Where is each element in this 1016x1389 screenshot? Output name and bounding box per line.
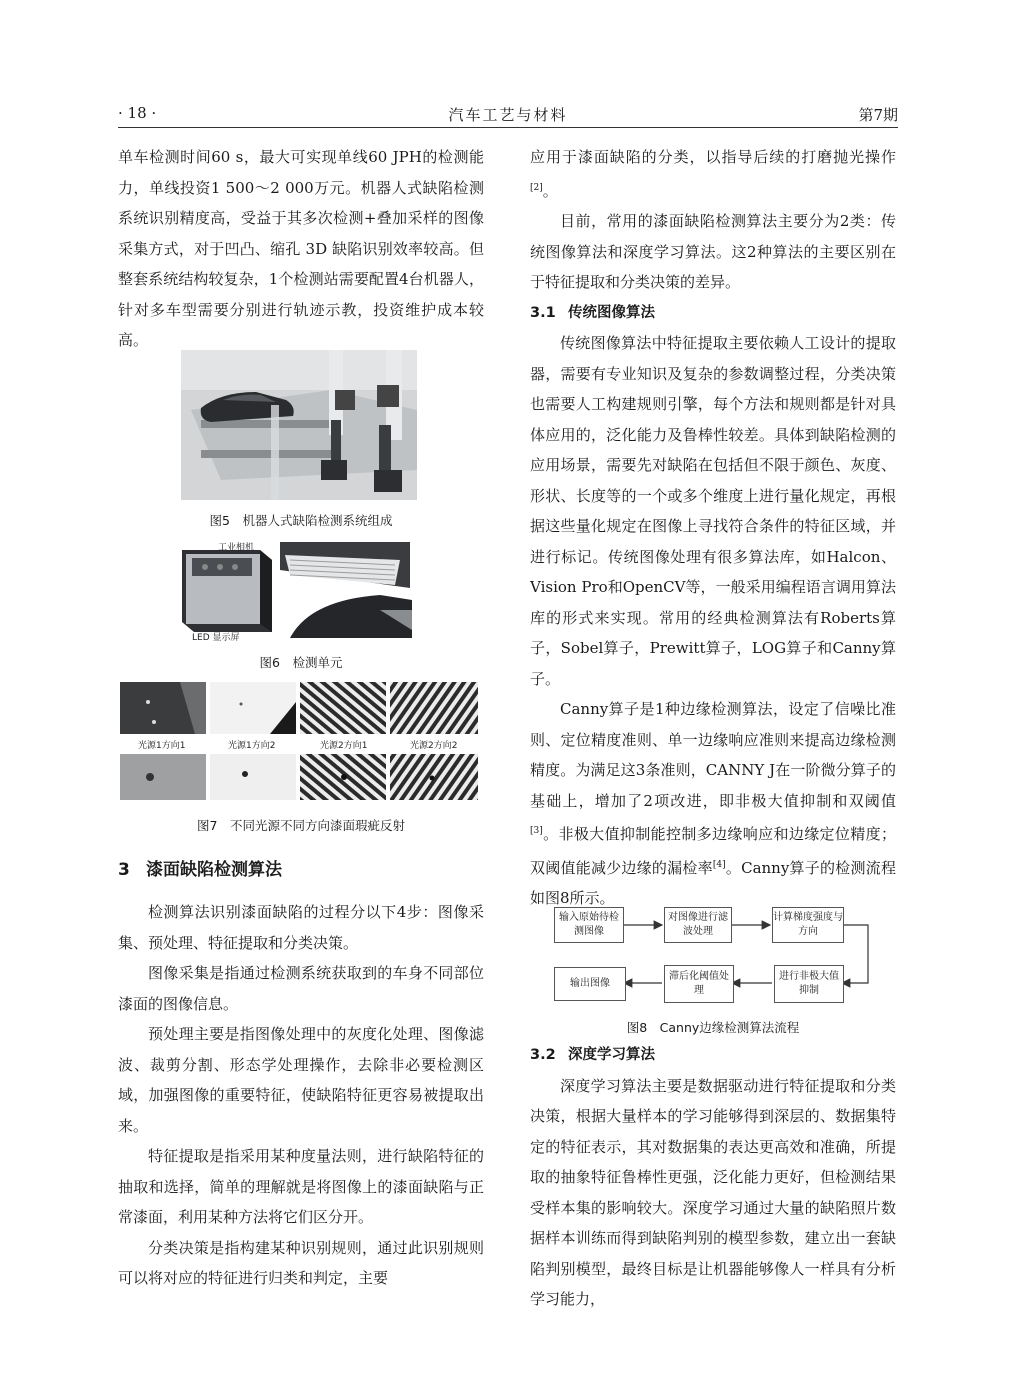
figure-6-caption: 图6 检测单元 [259,655,343,670]
right-paragraph-1 [530,142,896,206]
left-paragraph-2: 检测算法识别漆面缺陷的过程分以下4步：图像采集、预处理、特征提取和分类决策。 [118,903,484,952]
left-column-top [118,142,484,356]
section-3-number: 3 [118,860,130,880]
ref-4: [4] [712,859,726,870]
flow-step-gradient: 计算梯度强度与方向 [772,907,844,943]
subsection-3-1-title: 传统图像算法 [568,304,655,321]
flow-step-hysteresis: 滞后化阈值处理 [664,965,734,1003]
left-paragraph-3: 图像采集是指通过检测系统获取到的车身不同部位漆面的图像信息。 [118,964,484,1013]
header-rule [118,127,898,128]
left-paragraph-5: 特征提取是指采用某种度量法则，进行缺陷特征的抽取和选择，简单的理解就是将图像上的漆面缺陷与正常漆面，利用某种方法将它们区分开。 [118,1147,484,1226]
right-p1-text: 应用于漆面缺陷的分类，以指导后续的打磨抛光操作 [530,148,896,166]
section-3-heading [118,855,282,880]
issue-number: 第7期 [858,106,898,124]
figure-5-caption: 图5 机器人式缺陷检测系统组成 [209,513,393,528]
subsection-3-2-number: 3.2 [530,1047,556,1063]
right-column-bottom [530,1040,896,1315]
right-p1-end: 。 [542,181,558,200]
journal-title: 汽车工艺与材料 [448,106,568,124]
fig7-label-3: 光源2方向1 [320,741,368,751]
left-paragraph-4: 预处理主要是指图像处理中的灰度化处理、图像滤波、裁剪分割、形态学处理操作，去除非必要检测区域，加强图像的重要特征，使缺陷特征更容易被提取出来。 [118,1025,484,1135]
subsection-3-2-title: 深度学习算法 [568,1047,655,1063]
left-column-bottom [118,897,484,1294]
fig7-label-1: 光源1方向1 [138,741,186,751]
section-3-title: 漆面缺陷检测算法 [146,860,282,880]
figure-5 [181,350,417,500]
figure-8-caption: 图8 Canny边缘检测算法流程 [626,1020,800,1035]
ref-2: [2] [530,182,543,193]
fig7-label-2: 光源1方向2 [228,741,276,751]
figure-8-flowchart [550,905,880,1005]
camera-label: 工业相机 [218,543,255,553]
flow-step-filter: 对图像进行滤波处理 [664,907,732,943]
page-number: · 18 · [118,104,157,122]
fig7-label-4: 光源2方向2 [410,741,458,751]
right-p4-text-a: Canny算子是1种边缘检测算法，设定了信噪比准则、定位精度准则、单一边缘响应准则来提高边缘检测精度。为满足这3条准则，CANNY J在一阶微分算子的基础上，增加了2项改进，即非极大值抑制和双阈值 [530,700,896,810]
detection-unit-illustration [180,540,415,640]
figure-7 [120,682,478,800]
robot-inspection-illustration [181,350,417,500]
figure-6 [180,540,415,643]
subsection-3-1-heading [530,298,896,329]
flow-step-nms: 进行非极大值抑制 [774,965,844,1003]
right-paragraph-2: 目前，常用的漆面缺陷检测算法主要分为2类：传统图像算法和深度学习算法。这2种算法的主要区别在于特征提取和分类决策的差异。 [530,212,896,291]
flow-step-output: 输出图像 [554,967,626,1001]
subsection-3-2-heading [530,1040,896,1071]
led-screen-label: LED 显示屏 [192,633,240,643]
flow-step-input: 输入原始待检测图像 [554,907,624,943]
right-p4-text-c: 。Canny算子的检测流程如图8所示。 [530,858,896,907]
ref-3: [3] [530,826,543,836]
right-column-top [530,142,896,914]
right-paragraph-4 [530,694,896,914]
left-paragraph-1: 单车检测时间60 s，最大可实现单线60 JPH的检测能力，单线投资1 500～2 000万元。机器人式缺陷检测系统识别精度高，受益于其多次检测+叠加采样的图像采集方式，对于凹凸、缩孔 3D 缺陷识别效率较高。但整套系统结构较复杂，1个检测站需要配置4台机器人，针对多车型需要分别进行轨迹示教，投资维护成本较高。 [118,148,484,349]
right-p4-text-b: 。非极大值抑制能控制多边缘响应和边缘定位精度；双阈值能减少边缘的漏检率 [530,825,896,877]
figure-7-caption: 图7 不同光源不同方向漆面瑕疵反射 [197,818,405,833]
right-paragraph-3: 传统图像算法中特征提取主要依赖人工设计的提取器，需要有专业知识及复杂的参数调整过程，分类决策也需要人工构建规则引擎，每个方法和规则都是针对具体应用的，泛化能力及鲁棒性较差。具体到缺陷检测的应用场景，需要先对缺陷在包括但不限于颜色、灰度、形状、长度等的一个或多个维度上进行量化规定，再根据这些量化规定在图像上寻找符合条件的特征区域，并进行标记。传统图像处理有很多算法库，如Halcon、Vision Pro和OpenCV等，一般采用编程语言调用算法库的形式来实现。常用的经典检测算法有Roberts算子，Sobel算子，Prewitt算子，LOG算子和Canny算子。 [530,334,896,688]
left-paragraph-6: 分类决策是指构建某种识别规则，通过此识别规则可以将对应的特征进行归类和判定，主要 [118,1238,484,1287]
right-paragraph-5: 深度学习算法主要是数据驱动进行特征提取和分类决策，根据大量样本的学习能够得到深层的、数据集特定的特征表示，其对数据集的表达更高效和准确，所提取的抽象特征鲁棒性更强，泛化能力更好，但检测结果受样本集的影响较大。深度学习通过大量的缺陷照片数据样本训练而得到缺陷判别的模型参数，建立出一套缺陷判别模型，最终目标是让机器能够像人一样具有分析学习能力， [530,1076,896,1308]
subsection-3-1-number: 3.1 [530,304,556,321]
